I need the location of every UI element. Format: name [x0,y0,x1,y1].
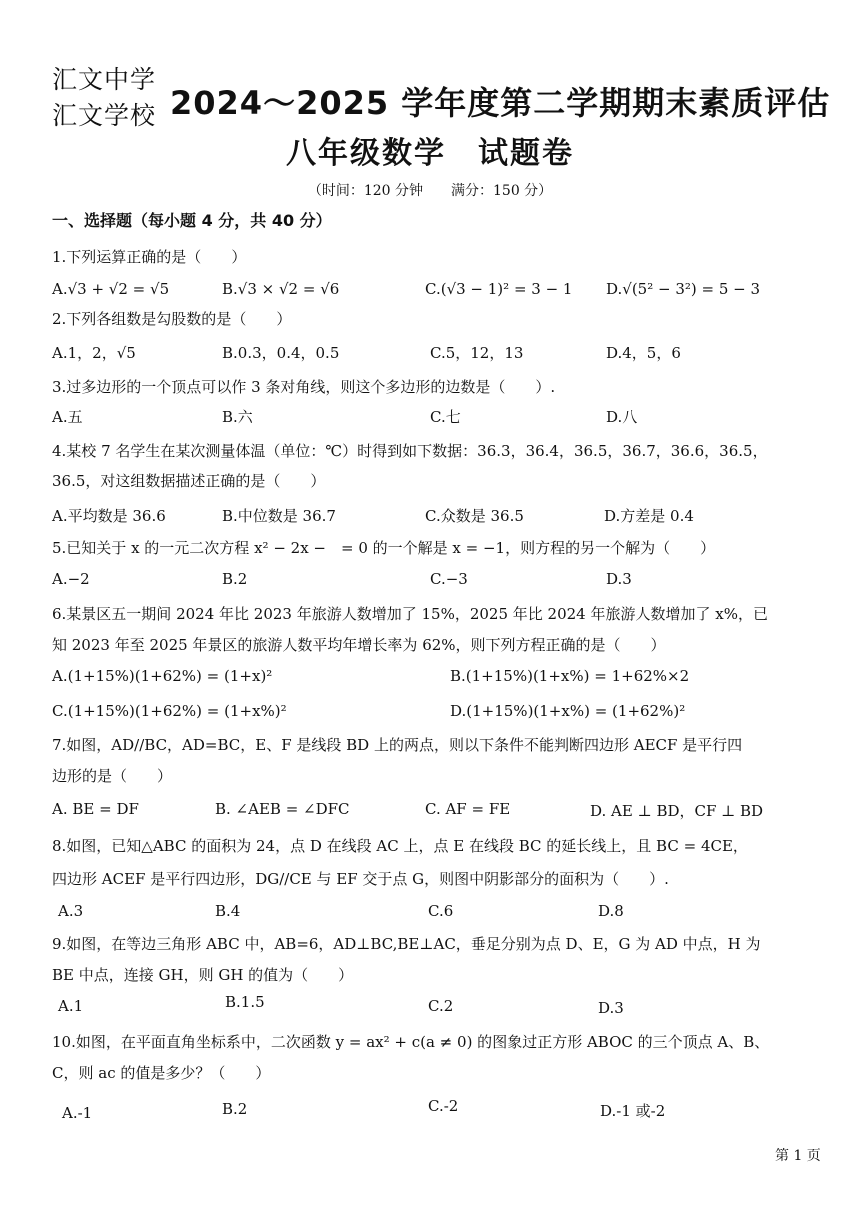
question-3: 3.过多边形的一个顶点可以作 3 条对角线，则这个多边形的边数是（ ）. [52,378,556,396]
question-8-cont: 四边形 ACEF 是平行四边形，DG//CE 与 EF 交于点 G，则图中阴影部分的面积为（ ）. [52,870,669,888]
q3-option-c: C.七 [430,408,461,426]
q9-option-b: B.1.5 [225,993,265,1011]
q5-option-a: A.−2 [52,570,90,588]
q6-option-d: D.(1+15%)(1+x%) = (1+62%)² [450,702,686,720]
question-5: 5.已知关于 x 的一元二次方程 x² − 2x − = 0 的一个解是 x = −1，则方程的另一个解为（ ） [52,539,716,557]
question-2: 2.下列各组数是勾股数的是（ ） [52,310,292,328]
question-9-cont: BE 中点，连接 GH，则 GH 的值为（ ） [52,966,354,984]
question-4-cont: 36.5，对这组数据描述正确的是（ ） [52,472,326,490]
q4-option-b: B.中位数是 36.7 [222,507,336,525]
q6-option-a: A.(1+15%)(1+62%) = (1+x)² [52,667,273,685]
school-names [52,62,156,134]
question-6-cont: 知 2023 年至 2025 年景区的旅游人数平均年增长率为 62%，则下列方程正确的是（ ） [52,636,666,654]
q7-option-b: B. ∠AEB = ∠DFC [215,800,350,818]
q10-option-b: B.2 [222,1100,248,1118]
q10-option-c: C.-2 [428,1097,459,1115]
question-1: 1.下列运算正确的是（ ） [52,248,247,266]
q4-option-a: A.平均数是 36.6 [52,507,166,525]
q6-option-b: B.(1+15%)(1+x%) = 1+62%×2 [450,667,690,685]
q10-option-a: A.-1 [62,1104,93,1122]
exam-time-score: （时间：120 分钟 满分：150 分） [307,183,553,199]
question-8: 8.如图，已知△ABC 的面积为 24，点 D 在线段 AC 上，点 E 在线段 BC 的延长线上，且 BC = 4CE， [52,837,748,855]
q3-option-a: A.五 [52,408,83,426]
q2-option-d: D.4，5，6 [606,344,681,362]
q3-option-d: D.八 [606,408,638,426]
q2-option-a: A.1，2，√5 [52,344,136,362]
q5-option-b: B.2 [222,570,248,588]
page-number: 第 1 页 [775,1148,821,1164]
q10-option-d: D.-1 或-2 [600,1102,666,1120]
q2-option-c: C.5，12，13 [430,344,524,362]
exam-title: 2024～2025 学年度第二学期期末素质评估 [170,84,831,122]
q4-option-c: C.众数是 36.5 [425,507,524,525]
q8-option-b: B.4 [215,902,241,920]
question-7-cont: 边形的是（ ） [52,767,173,785]
q7-option-c: C. AF = FE [425,800,511,818]
q9-option-a: A.1 [58,997,84,1015]
question-10: 10.如图，在平面直角坐标系中，二次函数 y = ax² + c(a ≠ 0) 的图象过正方形 ABOC 的三个顶点 A、B、 [52,1033,770,1051]
question-9: 9.如图，在等边三角形 ABC 中，AB=6，AD⊥BC,BE⊥AC，垂足分别为点 D、E，G 为 AD 中点，H 为 [52,935,761,953]
q8-option-a: A.3 [58,902,84,920]
exam-subject-title: 八年级数学 试题卷 [286,136,574,171]
q8-option-d: D.8 [598,902,624,920]
q1-option-b: B.√3 × √2 = √6 [222,280,340,298]
q6-option-c: C.(1+15%)(1+62%) = (1+x%)² [52,702,287,720]
school-name-2: 汇文学校 [52,101,157,130]
school-name-1: 汇文中学 [52,65,157,94]
q3-option-b: B.六 [222,408,253,426]
question-4: 4.某校 7 名学生在某次测量体温（单位：℃）时得到如下数据：36.3，36.4，36.5，36.7，36.6，36.5， [52,442,768,460]
question-6: 6.某景区五一期间 2024 年比 2023 年旅游人数增加了 15%，2025 年比 2024 年旅游人数增加了 x%，已 [52,605,768,623]
q8-option-c: C.6 [428,902,454,920]
q1-option-d: D.√(5² − 3²) = 5 − 3 [606,280,761,298]
q4-option-d: D.方差是 0.4 [604,507,694,525]
section-heading: 一、选择题（每小题 4 分，共 40 分） [52,211,332,230]
q1-option-a: A.√3 + √2 = √5 [52,280,170,298]
q9-option-c: C.2 [428,997,454,1015]
q1-option-c: C.(√3 − 1)² = 3 − 1 [425,280,573,298]
q5-option-c: C.−3 [430,570,468,588]
q5-option-d: D.3 [606,570,632,588]
q7-option-a: A. BE = DF [52,800,139,818]
question-10-cont: C，则 ac 的值是多少？（ ） [52,1064,271,1082]
q2-option-b: B.0.3，0.4，0.5 [222,344,340,362]
question-7: 7.如图，AD//BC，AD=BC，E、F 是线段 BD 上的两点，则以下条件不能判断四边形 AECF 是平行四 [52,736,743,754]
q7-option-d: D. AE ⊥ BD，CF ⊥ BD [590,802,764,820]
q9-option-d: D.3 [598,999,624,1017]
